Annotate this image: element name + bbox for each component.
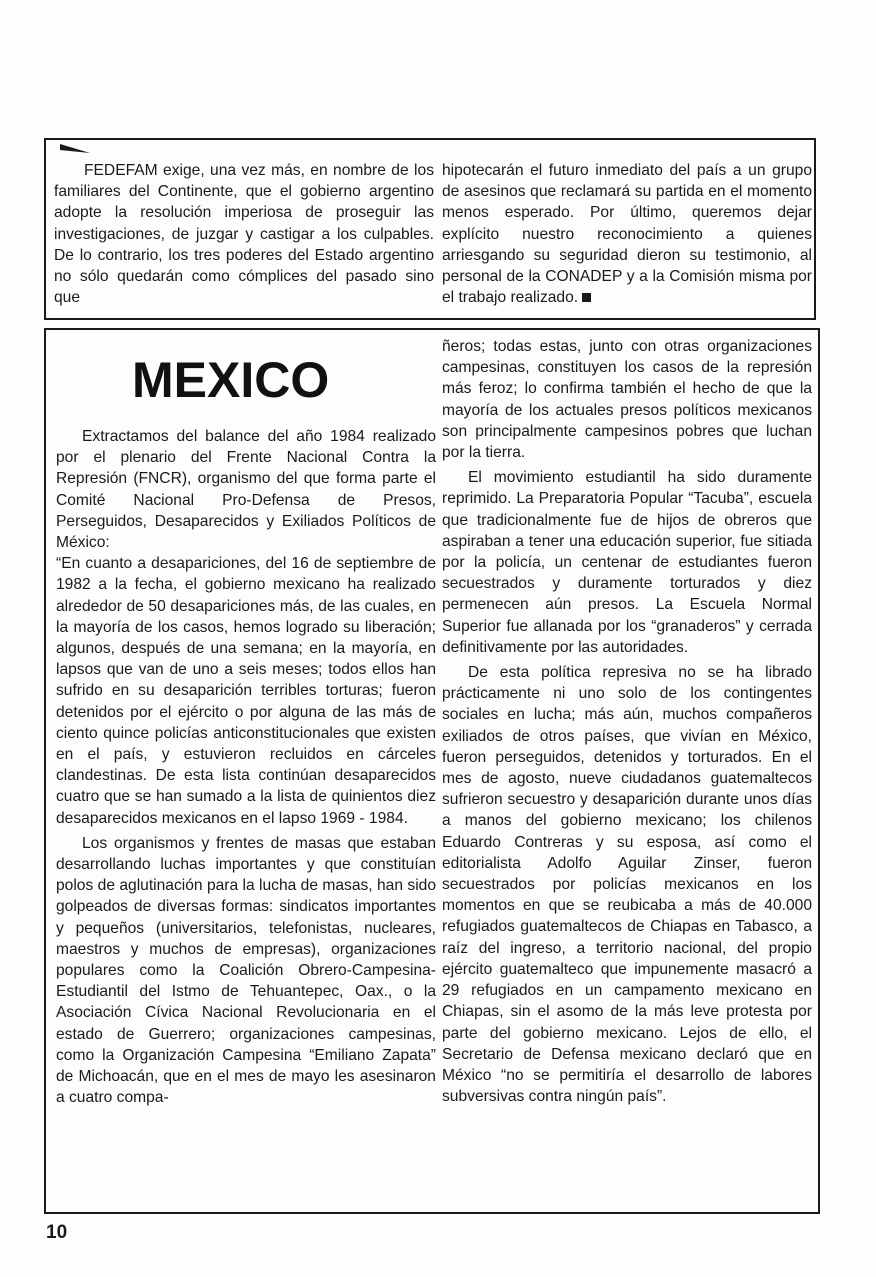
mexico-article-box	[44, 328, 820, 1214]
article-paragraph: ñeros; todas estas, junto con otras organizaciones campesinas, constituyen los casos de la represión más feroz; lo confirma también el hecho de que la mayoría de los actuales presos políticos mexicanos son principalmente campesinos pobres que luchan por la tierra.	[442, 338, 812, 462]
page-number: 10	[46, 1222, 68, 1243]
statement-left-column: FEDEFAM exige, una vez más, en nombre de los familiares del Continente, que el gobierno argentino adopte la resolución imperiosa de proseguir las investigaciones, de juzgar y castigar a los culpables. De lo contrario, los tres poderes del Estado argentino no sólo quedarán como cómplices del pasado sino que	[54, 162, 434, 307]
end-mark-icon	[582, 293, 591, 302]
article-paragraph: Los organismos y frentes de masas que estaban desarrollando luchas importantes y que constituían polos de aglutinación para la lucha de masas, han sido golpeados de diversas formas: sindicatos importantes y pequeños (universitarios, telefonistas, nucleares, maestros y muchos de empresas), organizaciones populares como la Coalición Obrero-Campesina-Estudiantil del Istmo de Tehuantepec, Oax., o la Asociación Cívica Nacional Revolucionaria en el estado de Guerrero; organizaciones campesinas, como la Organización Campesina “Emiliano Zapata” de Michoacán, que en el mes de mayo les asesinaron a cuatro compa-	[56, 834, 436, 1107]
article-left-column	[56, 426, 436, 1109]
article-paragraph: Extractamos del balance del año 1984 realizado por el plenario del Frente Nacional Contra la Represión (FNCR), organismo del que forma parte el Comité Nacional Pro-Defensa de Presos, Perseguidos, Desaparecidos y Exiliados Políticos de México:	[56, 428, 436, 552]
article-paragraph: De esta política represiva no se ha librado prácticamente ni uno solo de los contingentes sociales en lucha; más aún, muchos compañeros exiliados de otros países, que vivían en México, fueron perseguidos, detenidos y torturados. En el mes de agosto, nueve ciudadanos guatemaltecos sufrieron secuestro y desaparición durante unos días a manos del gobierno mexicano; los chilenos Eduardo Contreras y su esposa, así como el editorialista Adolfo Aguilar Zinser, fueron secuestrados por policías mexicanos en los momentos en que se reubicaba a más de 40.000 refugiados guatemaltecos de Chiapas en Tabasco, a raíz del ingreso, a territorio nacional, del propio ejército guatemalteco que impunemente masacró a 29 refugiados en un campamento mexicano en Chiapas, sin el asomo de la más leve protesta por parte del gobierno mexicano. Lejos de ello, el Secretario de Defensa mexicano declaró que en México “no se permitiría el desarrollo de labores subversivas contra ningún país”.	[442, 664, 812, 1106]
article-paragraph: “En cuanto a desapariciones, del 16 de septiembre de 1982 a la fecha, el gobierno mexicano ha realizado alrededor de 50 desapariciones más, de las cuales, en la mayoría de los casos, hemos logrado su liberación; algunos, después de una semana; en la mayoría, en lapsos que van de uno a seis meses; todos ellos han sufrido en su desaparición terribles torturas; fueron detenidos por el ejército o por alguna de las más de ciento quince policías anticonstitucionales que existen en el país, y estuvieron recluidos en cárceles clandestinas. De esta lista continúan desaparecidos cuatro que se han sumado a la lista de quinientos diez desaparecidos mexicanos en el lapso 1969 - 1984.	[56, 555, 436, 827]
statement-right-column	[442, 160, 812, 308]
article-title: MEXICO	[132, 352, 330, 408]
article-right-column	[442, 336, 812, 1107]
arrow-bullet-icon	[60, 144, 90, 158]
article-paragraph: El movimiento estudiantil ha sido duramente reprimido. La Preparatoria Popular “Tacuba”, escuela que tradicionalmente fue de hijos de obreros que aspiraban a tener una educación superior, fue sitiada por la policía, un centenar de estudiantes fueron secuestrados y duramente torturados y diez permenecen aún presos. La Escuela Normal Superior fue allanada por los “granaderos” y cerrada definitivamente por las autoridades.	[442, 469, 812, 656]
statement-right-text: hipotecarán el futuro inmediato del país a un grupo de asesinos que reclamará su partida en el momento menos esperado. Por último, queremos dejar explícito nuestro reconocimiento a quienes arriesgando su seguridad dieron su testimonio, al personal de la CONADEP y a la Comisión misma por el trabajo realizado.	[442, 162, 812, 307]
fedefam-statement-box	[44, 138, 816, 320]
